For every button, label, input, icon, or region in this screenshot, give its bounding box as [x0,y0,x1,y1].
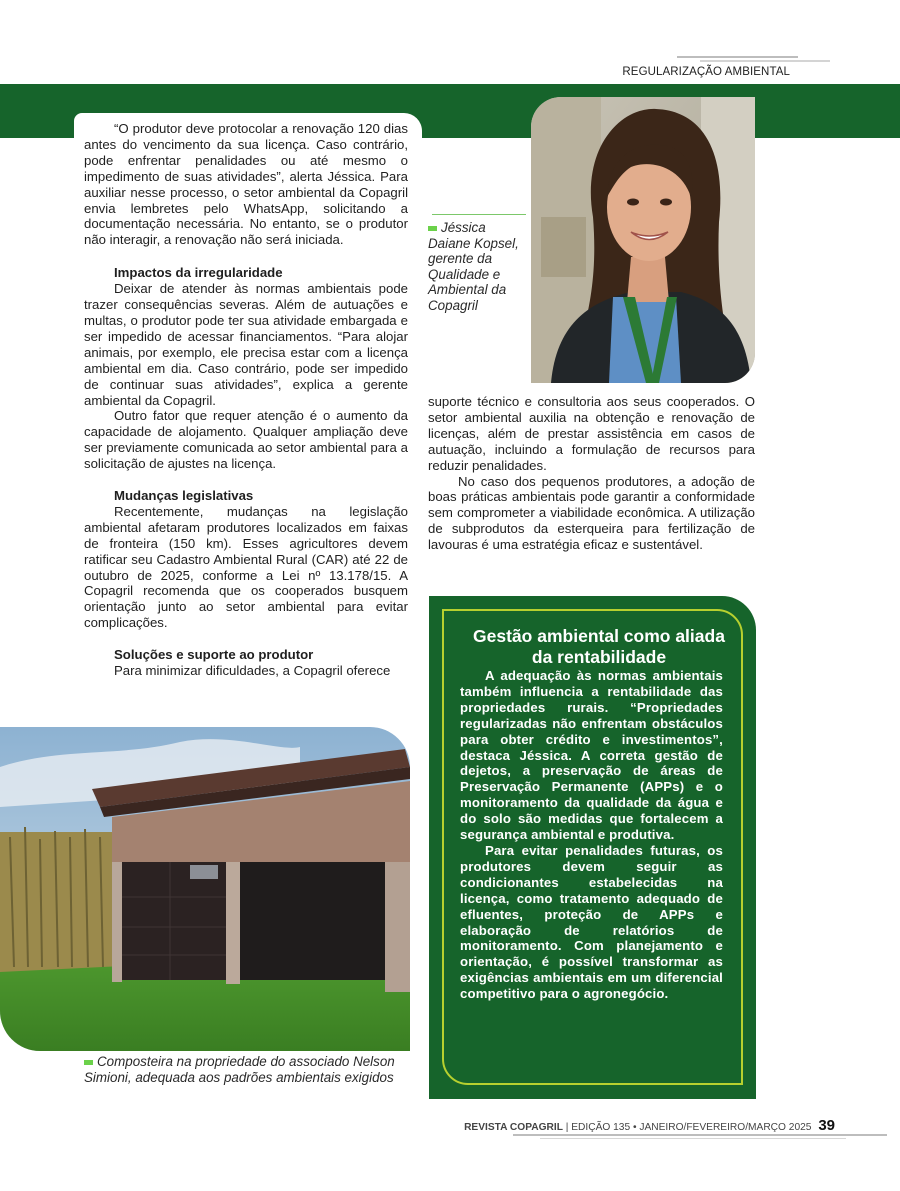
paragraph: Para evitar penalidades futuras, os produtores devem seguir as condicionantes estabelecidas na licença, como tratamento adequado de efluentes, proteção de APPs e elaboração de relatórios de monitoramento. Com planejamento e orientação, é possível transformar as exigências ambientais em um diferencial competitivo para o agronegócio. [460,842,723,1002]
section-label: REGULARIZAÇÃO AMBIENTAL [622,66,790,78]
caption-marker-icon [84,1060,93,1065]
left-column [84,121,408,679]
footer-rule [513,1134,887,1136]
paragraph: “O produtor deve protocolar a renovação 120 dias antes do vencimento da sua licença. Caso contrário, pode enfrentar penalidades ou até mesmo o impedimento de suas atividades”, alerta Jéssica. Para auxiliar nesse processo, o setor ambiental da Copagril envia lembretes pelo WhatsApp, solicitando a documentação necessária. No entanto, se o produtor não interagir, a renovação não será iniciada. [84,121,408,248]
page-number: 39 [818,1117,835,1134]
paragraph: Para minimizar dificuldades, a Copagril oferece [114,663,391,679]
footer-rule [540,1138,846,1139]
highlight-box [429,596,756,1099]
highlight-box-title: Gestão ambiental como aliada da rentabilidade [473,626,725,667]
subheading-impactos: Impactos da irregularidade [114,265,283,281]
shed-photo-caption: Composteira na propriedade do associado Nelson Simioni, adequada aos padrões ambientais exigidos [84,1054,395,1085]
portrait-photo [531,97,755,383]
portrait-illustration [531,97,755,383]
caption-rule [432,214,526,215]
paragraph: Deixar de atender às normas ambientais pode trazer consequências severas. Além de autuações e multas, o produtor pode ter sua atividade embargada e ser impedido de acessar financiamentos. “Para alojar animais, por exemplo, ele precisa estar com a licença ambiental em dia. Caso contrário, pode ser impedido de continuar suas atividades”, explica a gerente ambiental da Copagril. [84,281,408,408]
paragraph: No caso dos pequenos produtores, a adoção de boas práticas ambientais pode garantir a conformidade sem comprometer a viabilidade econômica. A utilização de subprodutos da esterqueira para fertilização de lavouras é uma estratégia eficaz e sustentável. [428,473,755,553]
page-footer [450,1117,835,1134]
header-rule [700,60,830,62]
issue-info: | EDIÇÃO 135 • JANEIRO/FEVEREIRO/MARÇO 2025 [565,1122,812,1133]
subheading-solucoes: Soluções e suporte ao produtor [114,647,314,663]
paragraph: suporte técnico e consultoria aos seus cooperados. O setor ambiental auxilia na obtenção e renovação de licenças, além de prestar assistência em casos de autuação, incluindo a formulação de recursos para reduzir penalidades. [428,394,755,473]
paragraph: Recentemente, mudanças na legislação ambiental afetaram produtores localizados em faixas de fronteira (150 km). Esses agricultores devem ratificar seu Cadastro Ambiental Rural (CAR) até 22 de outubro de 2025, conforme a Lei nº 13.178/15. A Copagril recomenda que os cooperados busquem orientação junto ao setor ambiental para evitar complicações. [84,503,408,631]
magazine-name: REVISTA COPAGRIL [464,1122,563,1133]
portrait-caption: Jéssica Daiane Kopsel, gerente da Qualidade e Ambiental da Copagril [428,220,519,313]
subheading-mudancas: Mudanças legislativas [114,488,254,504]
paragraph: Outro fator que requer atenção é o aumento da capacidade de alojamento. Qualquer ampliação deve ser previamente comunicada ao setor ambiental para a solicitação de ajustes na licença. [84,408,408,472]
right-column [428,394,755,553]
composting-shed-photo [0,727,410,1051]
paragraph: A adequação às normas ambientais também influencia a rentabilidade das propriedades rurais. “Propriedades regularizadas não enfrentam obstáculos para obter crédito e investimentos”, destaca Jéssica. A correta gestão de dejetos, a preservação de áreas de Preservação Permanente (APPs) e o monitoramento da qualidade da água e do solo são medidas que fortalecem a segurança ambiental e produtiva. [460,668,723,843]
caption-marker-icon [428,226,437,231]
shed-illustration [0,727,410,1051]
header-rule [677,56,798,58]
highlight-box-text [460,668,723,1002]
